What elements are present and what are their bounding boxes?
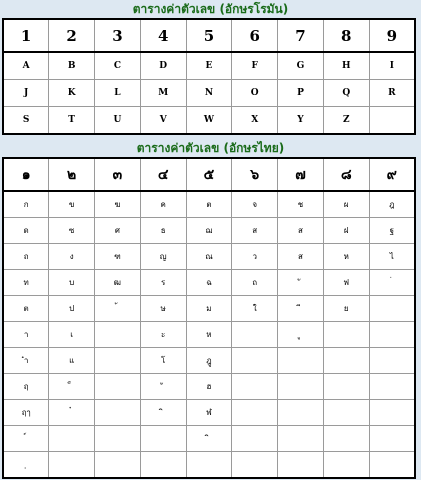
letter-cell: ษ — [140, 296, 186, 322]
letter-cell: V — [140, 107, 186, 135]
letter-cell: ฑ — [95, 244, 141, 270]
letter-cell: W — [186, 107, 232, 135]
header-cell: ๑ — [3, 158, 49, 191]
letter-cell: ร — [140, 270, 186, 296]
letter-cell: ม — [186, 296, 232, 322]
header-cell: 5 — [186, 19, 232, 52]
letter-cell: E — [186, 52, 232, 80]
header-cell: 9 — [369, 19, 415, 52]
letter-cell: ส — [278, 218, 324, 244]
letter-cell: Q — [323, 80, 369, 107]
letter-cell: ค — [140, 191, 186, 218]
letter-cell: ฉ — [186, 270, 232, 296]
letter-cell — [369, 348, 415, 374]
letter-cell: ผ — [323, 191, 369, 218]
header-cell: 6 — [232, 19, 278, 52]
header-row — [3, 19, 415, 52]
letter-cell: ช — [278, 191, 324, 218]
table-row — [3, 374, 415, 400]
letter-cell: N — [186, 80, 232, 107]
header-cell: ๒ — [49, 158, 95, 191]
letter-cell — [232, 426, 278, 452]
letter-cell — [49, 452, 95, 479]
letter-cell — [95, 452, 141, 479]
letter-cell: ห — [186, 322, 232, 348]
letter-cell: ถ — [3, 244, 49, 270]
letter-cell — [278, 374, 324, 400]
header-cell: ๕ — [186, 158, 232, 191]
letter-cell: S — [3, 107, 49, 135]
letter-cell: ถ — [232, 270, 278, 296]
letter-cell — [278, 400, 324, 426]
letter-cell: ง — [49, 244, 95, 270]
thai-table-title: ตารางค่าตัวเลข (อักษรไทย) — [136, 141, 285, 155]
letter-cell: ฐ — [369, 218, 415, 244]
letter-cell — [95, 322, 141, 348]
letter-cell — [323, 426, 369, 452]
letter-cell — [232, 348, 278, 374]
letter-cell: K — [49, 80, 95, 107]
header-cell: 3 — [95, 19, 141, 52]
letter-cell — [369, 400, 415, 426]
letter-cell: O — [232, 80, 278, 107]
letter-cell: ญ — [140, 244, 186, 270]
header-row — [3, 158, 415, 191]
letter-cell — [186, 426, 232, 452]
letter-cell: ฬ — [186, 400, 232, 426]
letter-cell: ต — [3, 296, 49, 322]
letter-cell: P — [278, 80, 324, 107]
letter-cell: า — [3, 322, 49, 348]
letter-cell — [95, 374, 141, 400]
letter-cell: ณ — [186, 244, 232, 270]
letter-cell: ป — [49, 296, 95, 322]
letter-cell: จ — [232, 191, 278, 218]
letter-cell: ใ — [232, 296, 278, 322]
letter-cell — [140, 426, 186, 452]
letter-cell — [369, 296, 415, 322]
table-row — [3, 452, 415, 479]
letter-cell — [95, 296, 141, 322]
letter-cell: ฆ — [95, 191, 141, 218]
table-row — [3, 218, 415, 244]
table-row — [3, 80, 415, 107]
letter-cell — [369, 322, 415, 348]
header-cell: ๘ — [323, 158, 369, 191]
header-cell: ๓ — [95, 158, 141, 191]
letter-cell: ฮ — [186, 374, 232, 400]
roman-number-table — [2, 18, 416, 135]
letter-cell — [140, 452, 186, 479]
letter-cell — [232, 322, 278, 348]
letter-cell — [49, 426, 95, 452]
letter-cell — [278, 348, 324, 374]
letter-cell — [232, 374, 278, 400]
letter-cell — [278, 452, 324, 479]
table-row — [3, 296, 415, 322]
letter-cell — [140, 374, 186, 400]
letter-cell — [232, 400, 278, 426]
header-cell: ๔ — [140, 158, 186, 191]
letter-cell — [186, 452, 232, 479]
table-row — [3, 270, 415, 296]
header-cell: 4 — [140, 19, 186, 52]
letter-cell: Z — [323, 107, 369, 135]
table-row — [3, 322, 415, 348]
header-cell: ๖ — [232, 158, 278, 191]
letter-cell — [323, 400, 369, 426]
letter-cell: ว — [232, 244, 278, 270]
letter-cell: ฟ — [323, 270, 369, 296]
roman-table-title: ตารางค่าตัวเลข (อักษรโรมัน) — [132, 2, 289, 16]
header-cell: 7 — [278, 19, 324, 52]
letter-cell: U — [95, 107, 141, 135]
table-row — [3, 426, 415, 452]
letter-cell: ธ — [140, 218, 186, 244]
letter-cell: เ — [49, 322, 95, 348]
letter-cell: ย — [323, 296, 369, 322]
letter-cell: M — [140, 80, 186, 107]
letter-cell: R — [369, 80, 415, 107]
letter-cell: H — [323, 52, 369, 80]
table-row — [3, 348, 415, 374]
letter-cell: ศ — [95, 218, 141, 244]
letter-cell: ำ — [3, 348, 49, 374]
letter-cell — [369, 270, 415, 296]
letter-cell — [369, 107, 415, 135]
letter-cell: ซ — [49, 218, 95, 244]
letter-cell: ก — [3, 191, 49, 218]
letter-cell — [49, 400, 95, 426]
letter-cell — [369, 374, 415, 400]
letter-cell — [49, 374, 95, 400]
table-row — [3, 52, 415, 80]
letter-cell: G — [278, 52, 324, 80]
letter-cell: C — [95, 52, 141, 80]
letter-cell: X — [232, 107, 278, 135]
table-row — [3, 191, 415, 218]
letter-cell: I — [369, 52, 415, 80]
letter-cell: ไ — [369, 244, 415, 270]
letter-cell: ฝ — [323, 218, 369, 244]
header-cell: 8 — [323, 19, 369, 52]
letter-cell: F — [232, 52, 278, 80]
letter-cell — [278, 270, 324, 296]
header-cell: 2 — [49, 19, 95, 52]
letter-cell — [323, 452, 369, 479]
letter-cell: D — [140, 52, 186, 80]
header-cell: ๙ — [369, 158, 415, 191]
letter-cell — [140, 400, 186, 426]
letter-cell — [95, 400, 141, 426]
letter-cell — [323, 322, 369, 348]
thai-number-table — [2, 157, 416, 479]
letter-cell: T — [49, 107, 95, 135]
letter-cell: ท — [3, 270, 49, 296]
letter-cell — [323, 374, 369, 400]
letter-cell — [3, 452, 49, 479]
letter-cell — [95, 348, 141, 374]
letter-cell: ฤๅ — [3, 400, 49, 426]
letter-cell: A — [3, 52, 49, 80]
letter-cell: ฎ — [369, 191, 415, 218]
letter-cell: ส — [232, 218, 278, 244]
letter-cell: ฎู — [186, 348, 232, 374]
letter-cell: J — [3, 80, 49, 107]
table-row — [3, 244, 415, 270]
letter-cell — [3, 426, 49, 452]
table-row — [3, 400, 415, 426]
letter-cell: ฒ — [95, 270, 141, 296]
letter-cell — [278, 296, 324, 322]
letter-cell — [278, 322, 324, 348]
letter-cell: แ — [49, 348, 95, 374]
letter-cell: ต — [186, 191, 232, 218]
header-cell: 1 — [3, 19, 49, 52]
letter-cell: ห — [323, 244, 369, 270]
letter-cell: Y — [278, 107, 324, 135]
letter-cell — [278, 426, 324, 452]
letter-cell: ด — [3, 218, 49, 244]
letter-cell: L — [95, 80, 141, 107]
letter-cell — [369, 452, 415, 479]
letter-cell — [323, 348, 369, 374]
letter-cell: บ — [49, 270, 95, 296]
letter-cell — [95, 426, 141, 452]
header-cell: ๗ — [278, 158, 324, 191]
letter-cell: ฤ — [3, 374, 49, 400]
letter-cell: ฌ — [186, 218, 232, 244]
letter-cell: ข — [49, 191, 95, 218]
letter-cell: โ — [140, 348, 186, 374]
letter-cell: B — [49, 52, 95, 80]
letter-cell: ส — [278, 244, 324, 270]
letter-cell — [369, 426, 415, 452]
letter-cell — [232, 452, 278, 479]
letter-cell: ะ — [140, 322, 186, 348]
table-row — [3, 107, 415, 135]
